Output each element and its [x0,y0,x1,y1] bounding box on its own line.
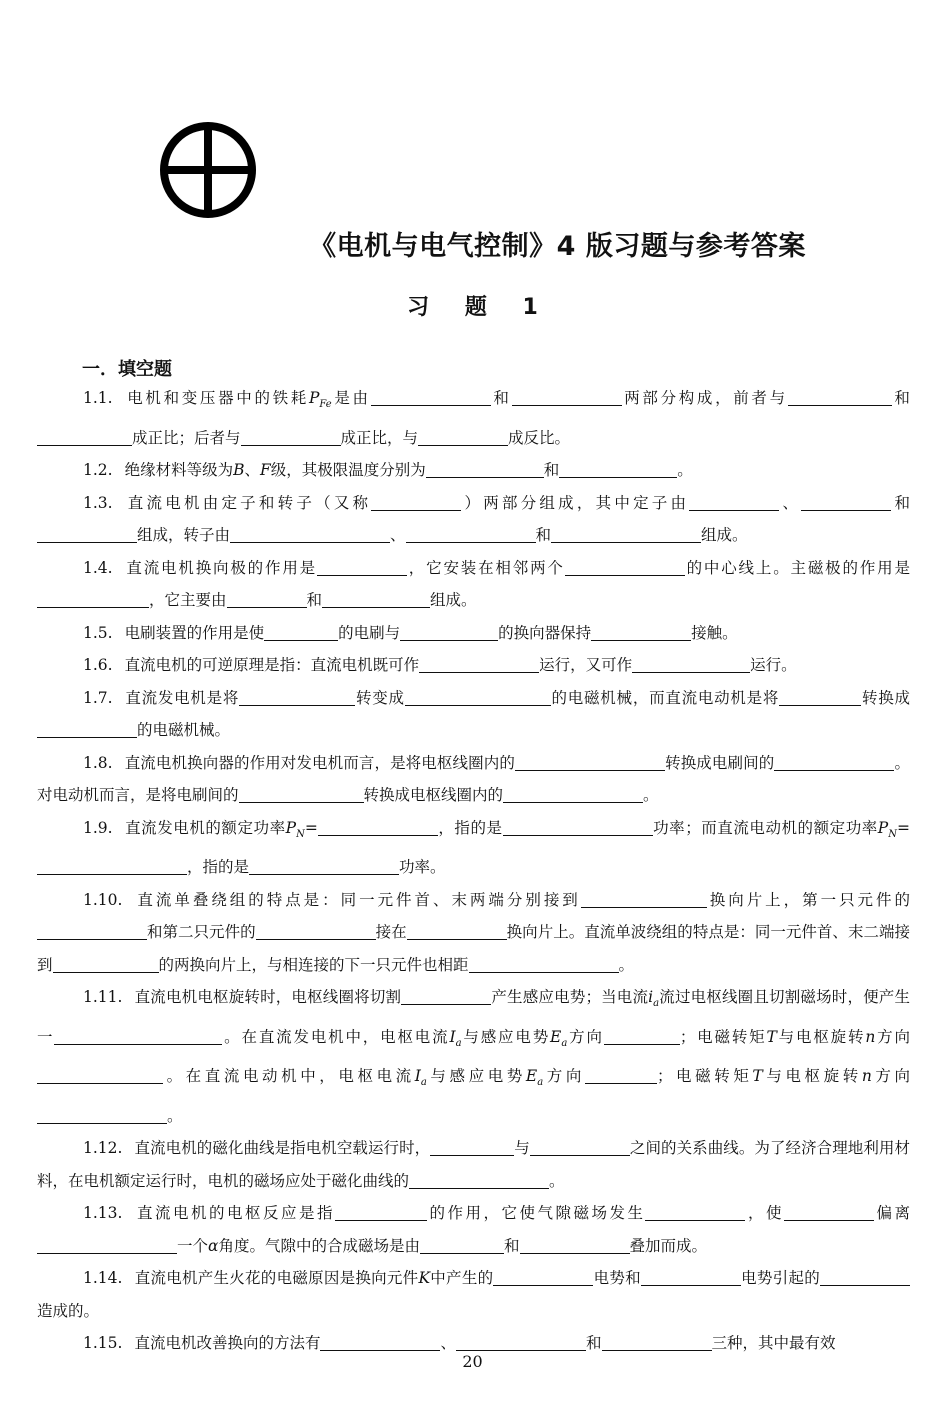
answer-blank[interactable] [406,524,536,543]
answer-blank[interactable] [689,492,779,511]
answer-blank[interactable] [407,921,507,940]
question-1-5: 1.5. 电刷装置的作用是使 的电刷与 的换向器保持 接触。 [83,623,738,642]
answer-blank[interactable] [239,687,355,706]
answer-blank[interactable] [632,654,750,673]
answer-blank[interactable] [515,752,665,771]
answer-blank[interactable] [249,856,399,875]
answer-blank[interactable] [37,1235,177,1254]
answer-blank[interactable] [37,589,149,608]
answer-blank[interactable] [419,654,539,673]
answer-blank[interactable] [405,687,551,706]
answer-blank[interactable] [322,589,430,608]
answer-blank[interactable] [503,784,643,803]
question-1-10: 1.10. 直流单叠绕组的特点是：同一元件首、末两端分别接到 换向片上，第一只元件的和第二只元件的 接在 换向片上。直流单波绕组的特点是：同一元件首、末二端接到 的两换向片上，与相连接的下一只元件也相距 。 [37,890,910,974]
answer-blank[interactable] [420,1235,504,1254]
question-1-12: 1.12. 直流电机的磁化曲线是指电机空载运行时， 与 之间的关系曲线。为了经济合理地利用材料，在电机额定运行时，电机的磁场应处于磁化曲线的 。 [37,1139,910,1190]
answer-blank[interactable] [230,524,390,543]
answer-blank[interactable] [401,986,491,1005]
answer-blank[interactable] [37,856,187,875]
answer-blank[interactable] [320,1332,440,1351]
answer-blank[interactable] [371,387,491,406]
answer-blank[interactable] [409,1170,549,1189]
answer-blank[interactable] [53,954,159,973]
answer-blank[interactable] [530,1137,630,1156]
answer-blank[interactable] [581,889,707,908]
answer-blank[interactable] [602,1332,712,1351]
answer-blank[interactable] [520,1235,630,1254]
answer-blank[interactable] [559,459,677,478]
answer-blank[interactable] [37,921,147,940]
question-1-13: 1.13. 直流电机的电枢反应是指 的作用，它使气隙磁场发生 ，使 偏离一个α角度。气隙中的合成磁场是由 和 叠加而成。 [37,1197,910,1262]
answer-blank[interactable] [641,1267,741,1286]
answer-blank[interactable] [37,719,137,738]
question-1-8: 1.8. 直流电机换向器的作用对发电机而言，是将电枢线圈内的 转换成电刷间的 。对电动机而言，是将电刷间的 转换成电枢线圈内的 。 [37,753,910,805]
answer-blank[interactable] [512,387,622,406]
answer-blank[interactable] [426,459,544,478]
answer-blank[interactable] [256,921,376,940]
answer-blank[interactable] [227,589,307,608]
answer-blank[interactable] [430,1137,514,1156]
question-1-1: 1.1. 电机和变压器中的铁耗$P_{Fe}$是由 和 两部分构成，前者与 和成正比；后者与 成正比，与 成反比。 [37,382,910,454]
answer-blank[interactable] [779,687,861,706]
answer-blank[interactable] [604,1026,680,1045]
answer-blank[interactable] [585,1065,657,1084]
answer-blank[interactable] [645,1202,745,1221]
answer-blank[interactable] [456,1332,586,1351]
answer-blank[interactable] [239,784,364,803]
answer-blank[interactable] [801,492,891,511]
answer-blank[interactable] [774,752,894,771]
question-1-7: 1.7. 直流发电机是将 转变成 的电磁机械，而直流电动机是将 转换成的电磁机械。 [37,682,910,747]
page-number: 20 [462,1352,483,1371]
question-list [37,382,910,1360]
answer-blank[interactable] [469,954,619,973]
answer-blank[interactable] [264,622,338,641]
answer-blank[interactable] [37,1105,167,1124]
answer-blank[interactable] [820,1267,910,1286]
document-title: 《电机与电气控制》4 版习题与参考答案 [309,231,806,262]
answer-blank[interactable] [317,557,407,576]
question-1-14: 1.14. 直流电机产生火花的电磁原因是换向元件K中产生的 电势和 电势引起的造成的。 [37,1262,910,1327]
answer-blank[interactable] [551,524,701,543]
question-1-11: 1.11. 直流电机电枢旋转时，电枢线圈将切割 产生感应电势；当电流$i_a$流过电枢线圈且切割磁场时，便产生一 。在直流发电机中，电枢电流$I_a$与感应电势$E_a$方向 ；电磁转矩T与电枢旋转n方向。在直流电动机中，电枢电流$I_a$与感应电势$E_a$方向 ；电磁转矩T与电枢旋转n方向。 [37,988,910,1125]
question-1-3: 1.3. 直流电机由定子和转子（又称 ）两部分组成，其中定子由 、 和组成，转子由 、 和 组成。 [37,487,910,552]
answer-blank[interactable] [37,524,137,543]
circle-plus-logo-icon [158,120,258,220]
answer-blank[interactable] [418,427,508,446]
question-1-9: 1.9. 直流发电机的额定功率$P_N=$ ，指的是 功率；而直流电动机的额定功率$P_N=$，指的是 功率。 [37,812,910,884]
question-1-2: 1.2. 绝缘材料等级为B、F级，其极限温度分别为 和 。 [83,461,693,480]
question-1-6: 1.6. 直流电机的可逆原理是指：直流电机既可作 运行，又可作 运行。 [83,656,797,675]
question-1-4: 1.4. 直流电机换向极的作用是 ，它安装在相邻两个 的中心线上。主磁极的作用是，它主要由 和 组成。 [37,552,910,617]
section-heading: 一．填空题 [82,359,172,380]
answer-blank[interactable] [241,427,341,446]
question-1-15: 1.15. 直流电机改善换向的方法有 、 和 三种，其中最有效 [83,1334,836,1353]
answer-blank[interactable] [371,492,461,511]
chapter-heading: 习 题 1 [407,295,538,320]
answer-blank[interactable] [335,1202,427,1221]
answer-blank[interactable] [784,1202,874,1221]
answer-blank[interactable] [788,387,892,406]
answer-blank[interactable] [37,427,132,446]
answer-blank[interactable] [493,1267,593,1286]
answer-blank[interactable] [565,557,685,576]
answer-blank[interactable] [591,622,691,641]
answer-blank[interactable] [54,1026,222,1045]
answer-blank[interactable] [400,622,498,641]
answer-blank[interactable] [318,817,438,836]
answer-blank[interactable] [37,1065,163,1084]
answer-blank[interactable] [503,817,653,836]
